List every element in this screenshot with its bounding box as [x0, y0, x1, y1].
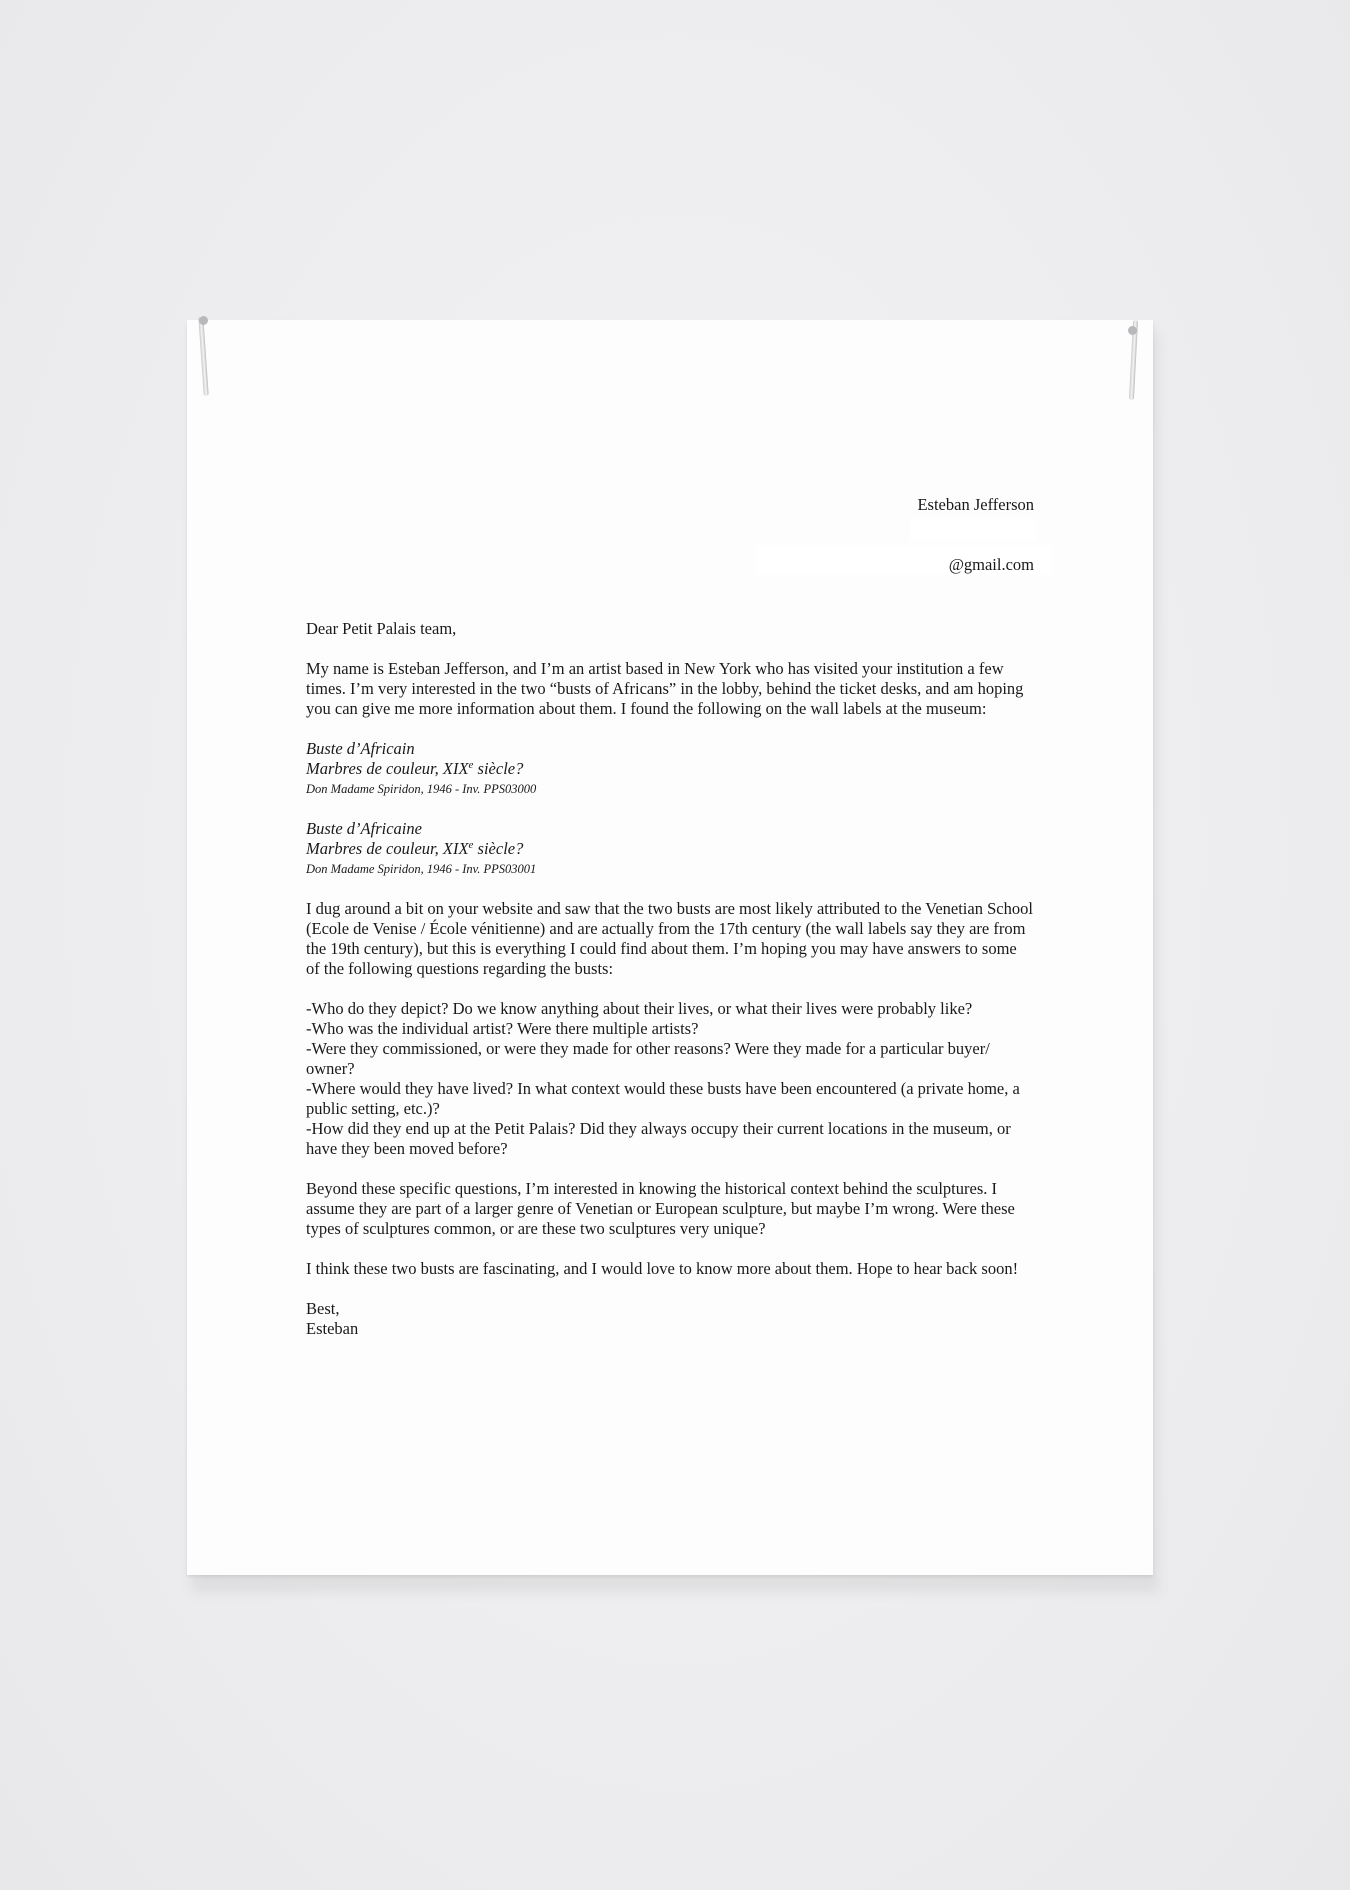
salutation: Dear Petit Palais team,	[306, 619, 457, 638]
list-item: -Who do they depict? Do we know anything about their lives, or what their lives were probably like?	[306, 999, 973, 1018]
list-item: -Where would they have lived? In what context would these busts have been encountered (a private home, a public setting, etc.)?	[306, 1079, 1020, 1118]
list-item: -Were they commissioned, or were they made for other reasons? Were they made for a particular buyer/ owner?	[306, 1039, 990, 1078]
research-paragraph: I dug around a bit on your website and saw that the two busts are most likely attributed to the Venetian School (Ecole de Venise / École vénitienne) and are actually from the 17th century (the wall labels say they are from the 19th century), but this is everything I could find about them. I’m hoping you may have answers to some of the following questions regarding the busts:	[306, 899, 1033, 978]
intro-paragraph: My name is Esteban Jefferson, and I’m an artist based in New York who has visited your institution a few times. I’m very interested in the two “busts of Africans” in the lobby, behind the ticket desks, and am hoping you can give me more information about them. I found the following on the wall labels at the museum:	[306, 659, 1024, 718]
question-list	[306, 999, 1034, 1159]
list-item: -How did they end up at the Petit Palais? Did they always occupy their current locations in the museum, or have they been moved before?	[306, 1119, 1011, 1158]
signature: Esteban	[306, 1319, 359, 1338]
sender-name: Esteban Jefferson	[917, 495, 1034, 514]
right-pin-head	[1128, 326, 1137, 335]
closing-paragraph: I think these two busts are fascinating, and I would love to know more about them. Hope to hear back soon!	[306, 1259, 1019, 1278]
wall-label-2	[306, 819, 1034, 879]
left-pin-head	[199, 316, 208, 325]
label-provenance: Don Madame Spiridon, 1946 - Inv. PPS03000	[306, 782, 537, 796]
redaction-mark	[910, 519, 1036, 541]
label-provenance: Don Madame Spiridon, 1946 - Inv. PPS03001	[306, 862, 537, 876]
label-title: Buste d’Africain	[306, 739, 415, 758]
wall-label-1	[306, 739, 1034, 799]
label-title: Buste d’Africaine	[306, 819, 422, 838]
label-material: Marbres de couleur, XIXe siècle?	[306, 759, 524, 778]
letter-body	[306, 495, 1034, 1339]
label-material: Marbres de couleur, XIXe siècle?	[306, 839, 524, 858]
context-paragraph: Beyond these specific questions, I’m interested in knowing the historical context behind the sculptures. I assume they are part of a larger genre of Venetian or European sculpture, but maybe I’m wrong. Were these types of sculptures common, or are these two sculptures very unique?	[306, 1179, 1015, 1238]
list-item: -Who was the individual artist? Were there multiple artists?	[306, 1019, 699, 1038]
sign-off: Best,	[306, 1299, 340, 1318]
letter-header	[306, 495, 1034, 577]
sender-email: @gmail.com	[948, 555, 1034, 574]
